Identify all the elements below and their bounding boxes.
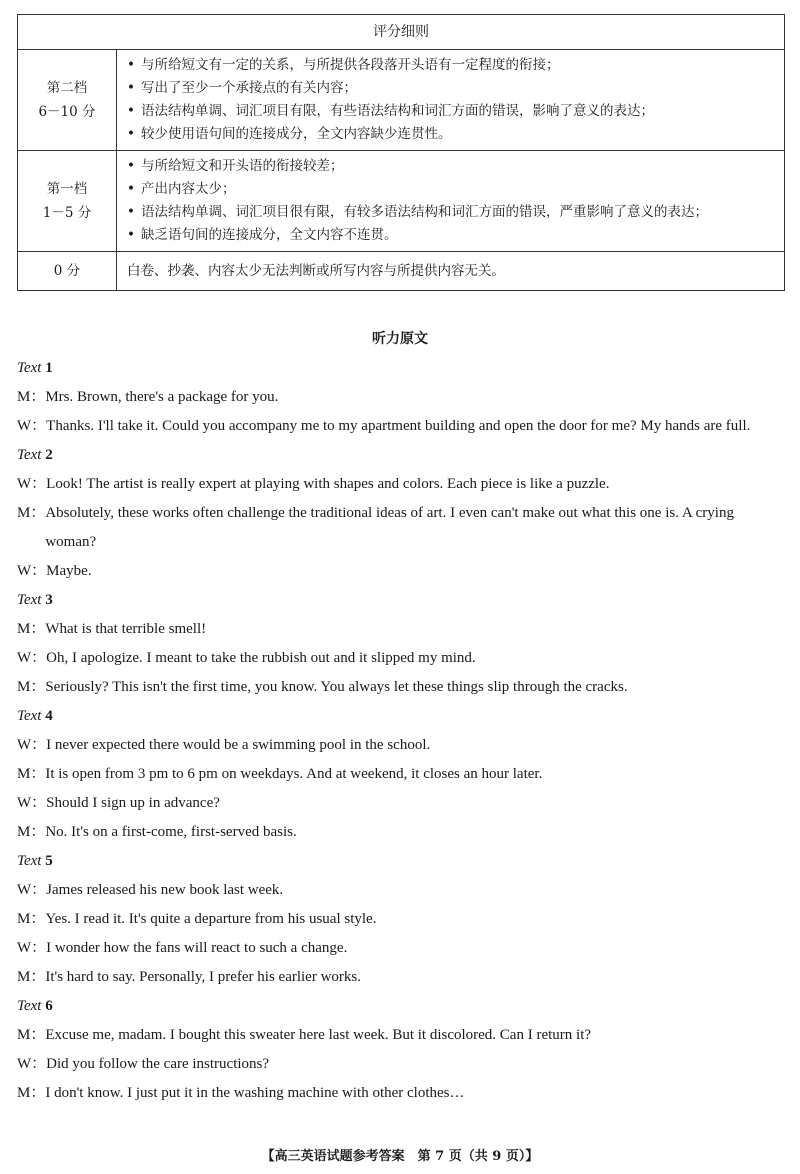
dialogue-block [17, 847, 787, 992]
rubric-criteria-cell [117, 50, 785, 151]
dialogue-line [17, 383, 787, 412]
speaker-label: M： [17, 505, 46, 521]
utterance-text: It's hard to say. Personally, I prefer his earlier works. [45, 969, 362, 985]
rubric-level-score: 1－5 分 [42, 205, 92, 221]
dialogue-block [17, 441, 787, 586]
dialogue-heading [17, 586, 787, 615]
rubric-level-cell [18, 151, 117, 252]
dialogue-line [17, 905, 787, 934]
speaker-label: M： [17, 911, 46, 927]
rubric-criterion-text: 写出了至少一个承接点的有关内容； [141, 80, 357, 96]
utterance-text: Oh, I apologize. I meant to take the rubbish out and it slipped my mind. [46, 650, 476, 666]
dialogue-label: Text [17, 853, 42, 869]
dialogue-label: Text [17, 592, 42, 608]
utterance-text: What is that terrible smell! [45, 621, 207, 637]
dialogue-number: 2 [45, 447, 53, 463]
dialogue-line [17, 1050, 787, 1079]
dialogue-line [17, 1021, 787, 1050]
dialogue-line [17, 789, 787, 818]
speaker-label: W： [17, 563, 47, 579]
bullet-icon: • [127, 181, 135, 197]
rubric-criterion [127, 201, 776, 224]
listening-transcript [17, 354, 787, 1108]
dialogue-block [17, 702, 787, 847]
bullet-icon: • [127, 204, 135, 220]
speaker-label: W： [17, 650, 47, 666]
rubric-criterion [127, 54, 776, 77]
bullet-icon: • [127, 227, 135, 243]
speaker-label: W： [17, 418, 47, 434]
bullet-icon: • [127, 80, 135, 96]
dialogue-line [17, 1079, 787, 1108]
rubric-criterion-text: 与所给短文有一定的关系，与所提供各段落开头语有一定程度的衔接； [141, 57, 560, 73]
utterance-text: It is open from 3 pm to 6 pm on weekdays. And at weekend, it closes an hour later. [45, 766, 543, 782]
utterance-text: Thanks. I'll take it. Could you accompany me to my apartment building and open the door for me? My hands are full. [46, 418, 751, 434]
speaker-label: M： [17, 389, 46, 405]
rubric-criterion [127, 224, 776, 247]
speaker-label: M： [17, 824, 46, 840]
utterance-text: Absolutely, these works often challenge the traditional ideas of art. I even can't make out what this one is. A crying woman? [45, 505, 734, 550]
speaker-label: W： [17, 795, 47, 811]
dialogue-line [17, 876, 787, 905]
utterance-text: I never expected there would be a swimming pool in the school. [46, 737, 431, 753]
speaker-label: M： [17, 969, 46, 985]
rubric-criterion [127, 123, 776, 146]
speaker-label: W： [17, 940, 47, 956]
bullet-icon: • [127, 126, 135, 142]
speaker-label: M： [17, 621, 46, 637]
dialogue-block [17, 354, 787, 441]
utterance-text: Mrs. Brown, there's a package for you. [45, 389, 279, 405]
dialogue-line [17, 731, 787, 760]
dialogue-label: Text [17, 360, 42, 376]
dialogue-line [17, 934, 787, 963]
utterance-text: No. It's on a first-come, first-served basis. [45, 824, 297, 840]
utterance-text: I don't know. I just put it in the washing machine with other clothes… [45, 1085, 465, 1101]
transcript-title: 听力原文 [372, 331, 428, 347]
speaker-label: M： [17, 1027, 46, 1043]
rubric-row [18, 151, 785, 252]
dialogue-number: 3 [45, 592, 53, 608]
speaker-label: W： [17, 476, 47, 492]
rubric-row [18, 50, 785, 151]
bullet-icon: • [127, 103, 135, 119]
dialogue-line [17, 760, 787, 789]
utterance-text: Look! The artist is really expert at playing with shapes and colors. Each piece is like a puzzle. [46, 476, 610, 492]
utterance-text: Seriously? This isn't the first time, you know. You always let these things slip through the cracks. [45, 679, 628, 695]
rubric-header: 评分细则 [18, 15, 785, 50]
dialogue-line [17, 644, 787, 673]
speaker-label: W： [17, 737, 47, 753]
rubric-zero-score: 0 分 [18, 252, 117, 291]
rubric-level-cell [18, 50, 117, 151]
dialogue-block [17, 586, 787, 702]
rubric-criterion [127, 155, 776, 178]
page-footer: 【高三英语试题参考答案 第 7 页（共 9 页）】 [261, 1149, 539, 1164]
rubric-criterion [127, 77, 776, 100]
rubric-criterion [127, 100, 776, 123]
rubric-criterion-text: 产出内容太少； [141, 181, 236, 197]
dialogue-number: 5 [45, 853, 53, 869]
dialogue-line [17, 615, 787, 644]
utterance-text: Should I sign up in advance? [46, 795, 220, 811]
rubric-criterion-text: 语法结构单调、词汇项目很有限，有较多语法结构和词汇方面的错误，严重影响了意义的表达； [141, 204, 708, 220]
dialogue-label: Text [17, 708, 42, 724]
scoring-rubric-table [17, 14, 785, 291]
utterance-text: Maybe. [46, 563, 92, 579]
dialogue-number: 4 [45, 708, 53, 724]
speaker-label: W： [17, 1056, 47, 1072]
dialogue-line [17, 412, 787, 441]
rubric-header-row [18, 15, 785, 50]
speaker-label: M： [17, 1085, 46, 1101]
dialogue-block [17, 992, 787, 1108]
rubric-level-score: 6－10 分 [38, 104, 96, 120]
dialogue-line [17, 963, 787, 992]
dialogue-label: Text [17, 447, 42, 463]
dialogue-line [17, 499, 787, 557]
speaker-label: M： [17, 766, 46, 782]
dialogue-heading [17, 441, 787, 470]
speaker-label: W： [17, 882, 47, 898]
rubric-zero-desc: 白卷、抄袭、内容太少无法判断或所写内容与所提供内容无关。 [117, 252, 785, 291]
utterance-text: Excuse me, madam. I bought this sweater here last week. But it discolored. Can I return it? [45, 1027, 592, 1043]
utterance-text: Did you follow the care instructions? [46, 1056, 270, 1072]
dialogue-line [17, 818, 787, 847]
utterance-text: James released his new book last week. [46, 882, 284, 898]
speaker-label: M： [17, 679, 46, 695]
rubric-criterion-text: 语法结构单调、词汇项目有限，有些语法结构和词汇方面的错误，影响了意义的表达； [141, 103, 654, 119]
rubric-criteria-cell [117, 151, 785, 252]
dialogue-heading [17, 354, 787, 383]
utterance-text: Yes. I read it. It's quite a departure from his usual style. [45, 911, 377, 927]
dialogue-label: Text [17, 998, 42, 1014]
rubric-criterion-text: 缺乏语句间的连接成分，全文内容不连贯。 [141, 227, 398, 243]
rubric-row-zero [18, 252, 785, 291]
dialogue-line [17, 557, 787, 586]
dialogue-line [17, 673, 787, 702]
bullet-icon: • [127, 158, 135, 174]
bullet-icon: • [127, 57, 135, 73]
dialogue-heading [17, 847, 787, 876]
rubric-criterion [127, 178, 776, 201]
dialogue-heading [17, 702, 787, 731]
rubric-level-name: 第二档 [46, 80, 88, 96]
dialogue-heading [17, 992, 787, 1021]
dialogue-number: 1 [45, 360, 53, 376]
rubric-criterion-text: 与所给短文和开头语的衔接较差； [141, 158, 344, 174]
rubric-level-name: 第一档 [46, 181, 88, 197]
dialogue-number: 6 [45, 998, 53, 1014]
rubric-criterion-text: 较少使用语句间的连接成分，全文内容缺少连贯性。 [141, 126, 452, 142]
utterance-text: I wonder how the fans will react to such a change. [46, 940, 348, 956]
dialogue-line [17, 470, 787, 499]
